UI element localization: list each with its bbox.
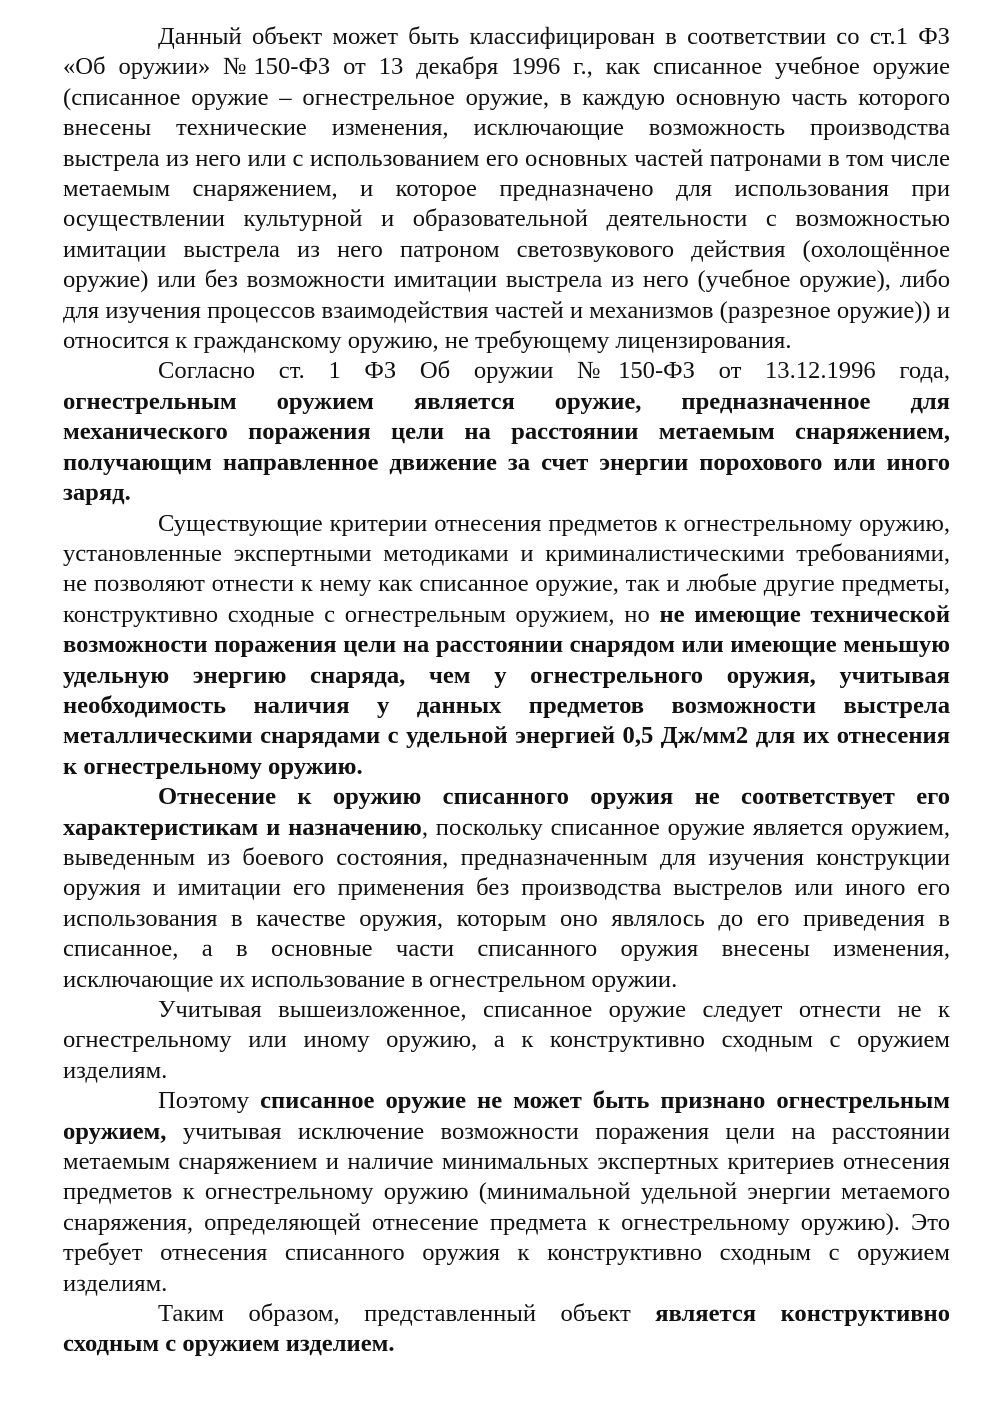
bold-text-segment: списанное оружие не может быть признано огнестрельным оружием, — [63, 1087, 950, 1145]
bold-text-segment: не имеющие технической возможности поражения цели на расстоянии снарядом или имеющие меньшую удельную энергию снаряда, чем у огнестрельного оружия, учитывая необходимость наличия у данных предметов возможности выстрела металлическими снарядами с удельной энергией 0,5 Дж/мм2 для их отнесения к огнестрельному оружию. — [63, 600, 950, 780]
text-segment: Согласно ст. 1 ФЗ Об оружии №150-ФЗ от 13.12.1996 года, — [158, 357, 950, 385]
paragraph-criteria — [63, 509, 950, 783]
text-segment: Данный объект может быть классифицирован в соответствии со ст.1 ФЗ «Об оружии» №150-ФЗ от 13 декабря 1996 г., как списанное учебное оружие (списанное оружие – огнестрельное оружие, в каждую основную часть которого внесены технические изменения, исключающие возможность производства выстрела из него или с использованием его основных частей патронами в том числе метаемым снаряжением, и которое предназначено для использования при осуществлении культурной и образовательной деятельности с возможностью имитации выстрела из него патроном светозвукового действия (охолощённое оружие) или без возможности имитации выстрела из него (учебное оружие), либо для изучения процессов взаимодействия частей и механизмов (разрезное оружие)) и относится к гражданскому оружию, не требующему лицензирования. — [63, 23, 950, 355]
bold-text-segment: Отнесение к оружию списанного оружия не соответствует его характеристикам и назначению — [63, 783, 950, 841]
paragraph-therefore — [63, 1086, 950, 1299]
paragraph-consideration — [63, 995, 950, 1086]
text-segment: Учитывая вышеизложенное, списанное оружие следует отнести не к огнестрельному или иному оружию, а к конструктивно сходным с оружием изделиям. — [63, 996, 950, 1084]
bold-text-segment: огнестрельным оружием является оружие, предназначенное для механического поражения цели на расстоянии метаемым снаряжением, получающим направленное движение за счет энергии порохового или иного заряд. — [63, 387, 950, 507]
text-segment: Таким образом, представленный объект — [158, 1300, 656, 1328]
paragraph-classification — [63, 22, 950, 356]
text-segment: Существующие критерии отнесения предметов к огнестрельному оружию, установленные экспертными методиками и криминалистическими требованиями, не позволяют отнести к нему как списанное оружие, так и любые другие предметы, конструктивно сходные с огнестрельным оружием, но — [63, 509, 950, 628]
text-segment: Поэтому — [158, 1087, 261, 1115]
paragraph-purpose — [63, 782, 950, 995]
paragraph-definition — [63, 356, 950, 508]
document-page — [63, 22, 950, 1360]
text-segment: учитывая исключение возможности поражения цели на расстоянии метаемым снаряжением и наличие минимальных экспертных критериев отнесения предметов к огнестрельному оружию (минимальной удельной энергии метаемого снаряжения, определяющей отнесение предмета к огнестрельному оружию). Это требует отнесения списанного оружия к конструктивно сходным с оружием изделиям. — [63, 1117, 950, 1297]
paragraph-conclusion — [63, 1299, 950, 1360]
text-segment: , поскольку списанное оружие является оружием, выведенным из боевого состояния, предназначенным для изучения конструкции оружия и имитации его применения без производства выстрелов или иного его использования в качестве оружия, которым оно являлось до его приведения в списанное, а в основные части списанного оружия внесены изменения, исключающие их использование в огнестрельном оружии. — [63, 813, 950, 993]
bold-text-segment: является конструктивно сходным с оружием изделием. — [63, 1300, 951, 1358]
